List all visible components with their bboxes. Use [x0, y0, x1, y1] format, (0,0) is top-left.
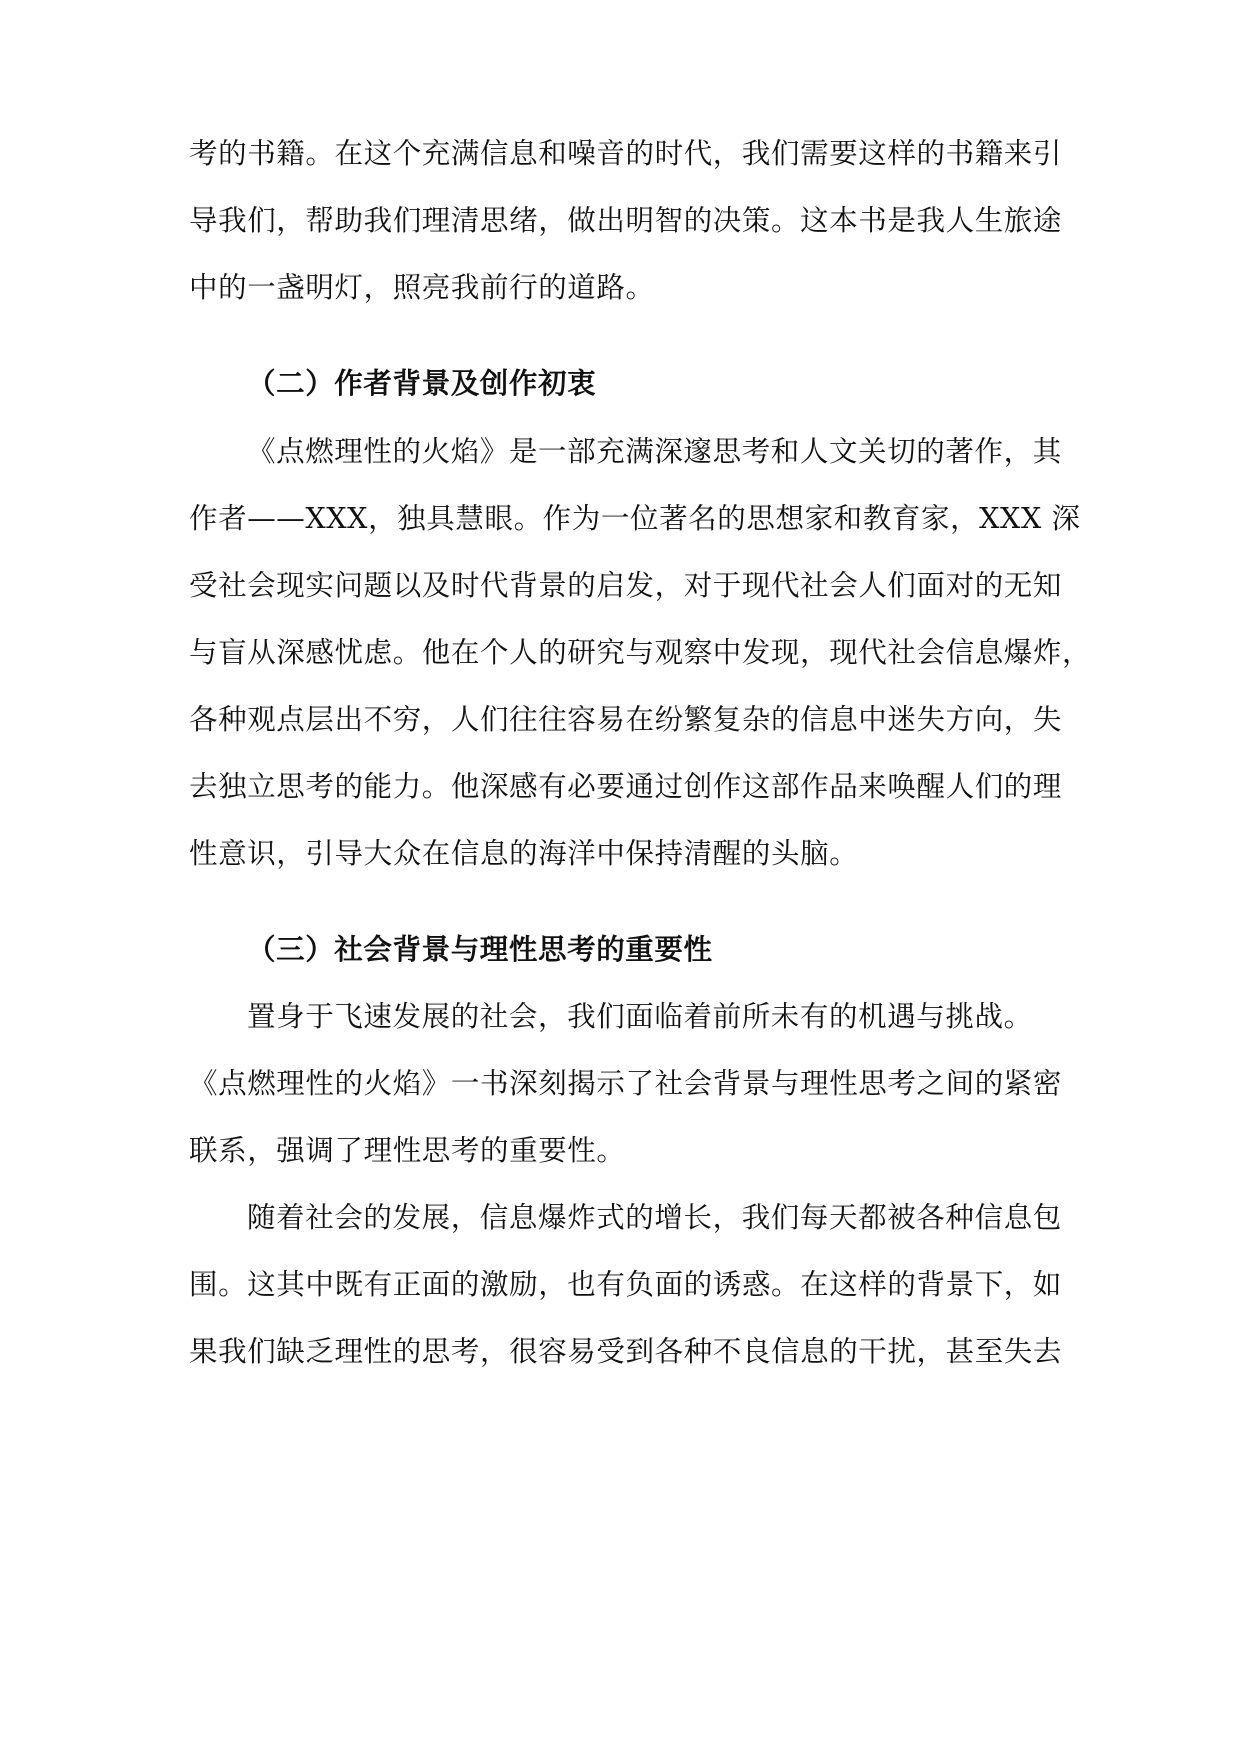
- section-heading: （三）社会背景与理性思考的重要性: [247, 933, 713, 966]
- paragraph-line: 与盲从深感忧虑。他在个人的研究与观察中发现，现代社会信息爆炸，: [189, 636, 1092, 669]
- paragraph-line: 受社会现实问题以及时代背景的启发，对于现代社会人们面对的无知: [189, 569, 1063, 602]
- paragraph-line: 各种观点层出不穷，人们往往容易在纷繁复杂的信息中迷失方向，失: [189, 703, 1063, 736]
- paragraph-line: 置身于飞速发展的社会，我们面临着前所未有的机遇与挑战。: [247, 1000, 1033, 1033]
- paragraph-line: 围。这其中既有正面的激励，也有负面的诱惑。在这样的背景下，如: [189, 1268, 1063, 1301]
- paragraph-line: 去独立思考的能力。他深感有必要通过创作这部作品来唤醒人们的理: [189, 770, 1063, 803]
- paragraph-line: 中的一盏明灯，照亮我前行的道路。: [189, 271, 655, 304]
- paragraph-line: 随着社会的发展，信息爆炸式的增长，我们每天都被各种信息包: [247, 1201, 1062, 1234]
- paragraph-line: 导我们，帮助我们理清思绪，做出明智的决策。这本书是我人生旅途: [189, 204, 1063, 237]
- paragraph-line: 联系，强调了理性思考的重要性。: [189, 1134, 626, 1167]
- paragraph-line: 果我们缺乏理性的思考，很容易受到各种不良信息的干扰，甚至失去: [189, 1335, 1063, 1368]
- paragraph-line: 《点燃理性的火焰》一书深刻揭示了社会背景与理性思考之间的紧密: [189, 1067, 1063, 1100]
- section-heading: （二）作者背景及创作初衷: [247, 367, 597, 400]
- paragraph-line: 作者——XXX，独具慧眼。作为一位著名的思想家和教育家，XXX 深: [189, 502, 1081, 535]
- paragraph-line: 考的书籍。在这个充满信息和噪音的时代，我们需要这样的书籍来引: [189, 137, 1063, 170]
- paragraph-line: 性意识，引导大众在信息的海洋中保持清醒的头脑。: [189, 837, 859, 870]
- paragraph-line: 《点燃理性的火焰》是一部充满深邃思考和人文关切的著作，其: [247, 435, 1062, 468]
